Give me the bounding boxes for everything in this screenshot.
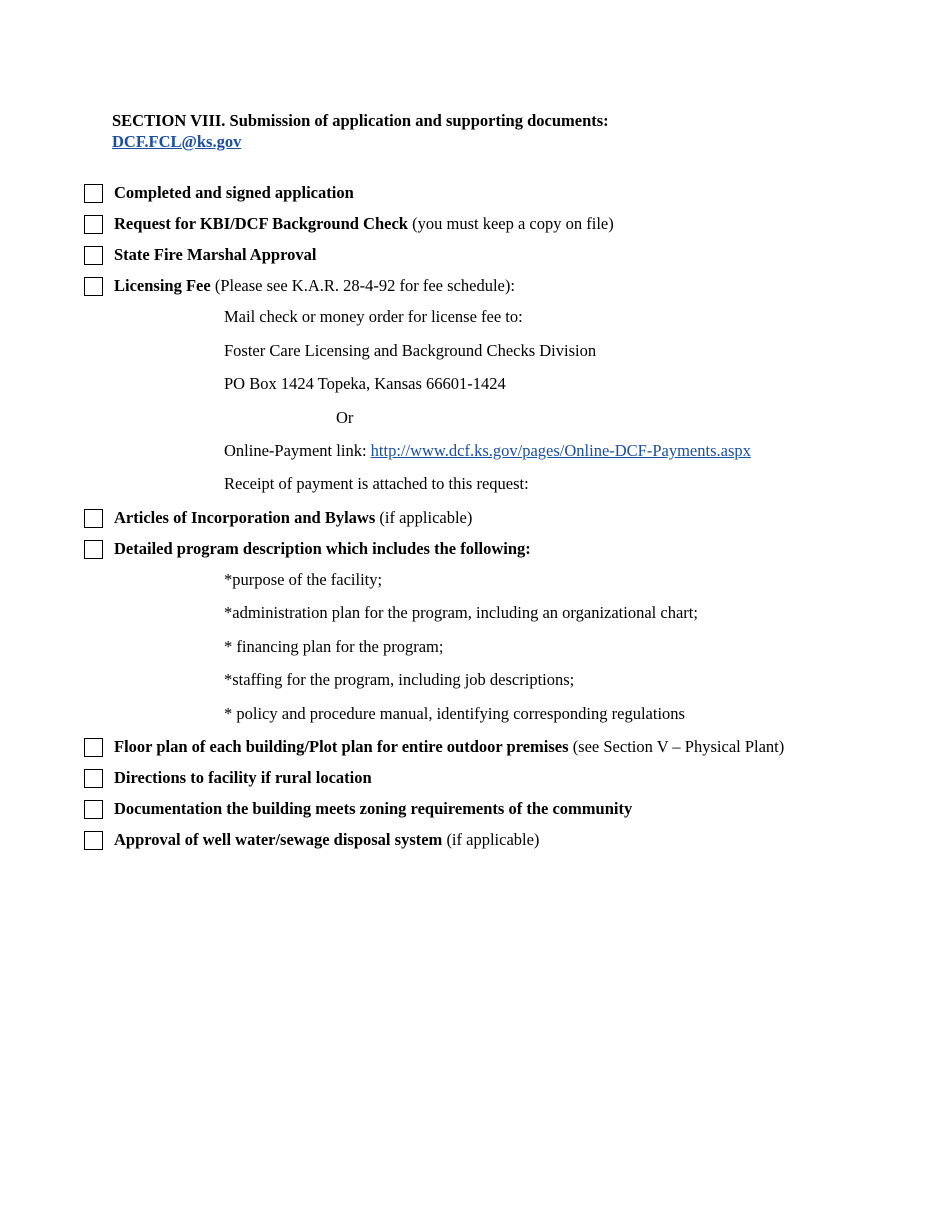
program-description-line: *administration plan for the program, including an organizational chart; (224, 603, 698, 623)
section-heading-text: SECTION VIII. Submission of application and supporting documents: (112, 111, 609, 130)
fee-detail-or: Or (336, 407, 354, 427)
checkbox-articles-incorporation[interactable] (84, 509, 103, 528)
checkbox-fire-marshal[interactable] (84, 246, 103, 265)
fee-details-block (224, 306, 855, 495)
checklist-item-bold: Request for KBI/DCF Background Check (114, 214, 408, 234)
fee-detail-line: Foster Care Licensing and Background Checks Division (224, 340, 597, 360)
checklist-item-label (114, 767, 372, 788)
checklist-item-label (114, 182, 354, 203)
checklist-item-bold: Licensing Fee (114, 276, 211, 296)
checklist-item-label (114, 798, 632, 819)
checklist-item[interactable] (112, 507, 855, 529)
checklist-item-bold: Articles of Incorporation and Bylaws (114, 507, 376, 527)
program-description-block (224, 569, 855, 724)
checklist-item-rest: (if applicable) (375, 507, 473, 527)
checklist-item-label (114, 275, 515, 296)
section-heading (112, 110, 855, 152)
fee-detail-line: PO Box 1424 Topeka, Kansas 66601-1424 (224, 374, 506, 394)
payment-link-prefix: Online-Payment link: (224, 440, 371, 460)
checklist-item-bold: Documentation the building meets zoning requirements of the community (114, 799, 633, 819)
checklist-item-bold: State Fire Marshal Approval (114, 245, 317, 265)
checklist-item-rest: (Please see K.A.R. 28-4-92 for fee schedule): (210, 276, 515, 296)
program-description-line: *staffing for the program, including job descriptions; (224, 670, 575, 690)
checkbox-zoning-requirements[interactable] (84, 800, 103, 819)
checklist-item-rest: (you must keep a copy on file) (407, 214, 614, 234)
program-description-line: *purpose of the facility; (224, 569, 383, 589)
checkbox-program-description[interactable] (84, 540, 103, 559)
checklist-item[interactable] (112, 244, 855, 266)
checklist-item[interactable] (112, 798, 855, 820)
submission-checklist (112, 182, 855, 851)
checkbox-completed-application[interactable] (84, 184, 103, 203)
checklist-item[interactable] (112, 275, 855, 297)
checklist-item-rest: (if applicable) (442, 830, 540, 850)
checkbox-directions-rural[interactable] (84, 769, 103, 788)
checklist-item[interactable] (112, 538, 855, 560)
checklist-item-bold: Completed and signed application (114, 183, 354, 203)
checkbox-well-water-sewage[interactable] (84, 831, 103, 850)
checklist-item-label (114, 538, 531, 559)
checklist-item[interactable] (112, 829, 855, 851)
checklist-item-rest: (see Section V – Physical Plant) (568, 737, 785, 757)
checklist-item-bold: Floor plan of each building/Plot plan for entire outdoor premises (114, 737, 569, 757)
checkbox-floor-plan[interactable] (84, 738, 103, 757)
checklist-item[interactable] (112, 767, 855, 789)
fee-detail-payment-link-line (224, 440, 855, 461)
program-description-line: * financing plan for the program; (224, 636, 444, 656)
fee-detail-line: Receipt of payment is attached to this request: (224, 474, 529, 494)
checklist-item[interactable] (112, 213, 855, 235)
checklist-item-bold: Approval of well water/sewage disposal system (114, 830, 443, 850)
fee-detail-line: Mail check or money order for license fee to: (224, 307, 523, 327)
checklist-item-bold: Directions to facility if rural location (114, 768, 372, 788)
program-description-line: * policy and procedure manual, identifying corresponding regulations (224, 703, 685, 723)
checklist-item-label (114, 244, 316, 265)
checkbox-licensing-fee[interactable] (84, 277, 103, 296)
checklist-item-label (114, 829, 539, 850)
checklist-item-bold: Detailed program description which includes the following: (114, 538, 531, 558)
checklist-item[interactable] (112, 736, 855, 758)
checklist-item-label (114, 507, 472, 528)
checklist-item-label (114, 213, 614, 234)
checklist-item-label (114, 736, 784, 757)
online-payment-link[interactable]: http://www.dcf.ks.gov/pages/Online-DCF-Payments.aspx (370, 440, 751, 460)
checkbox-background-check[interactable] (84, 215, 103, 234)
email-link[interactable]: DCF.FCL@ks.gov (112, 132, 242, 152)
checklist-item[interactable] (112, 182, 855, 204)
